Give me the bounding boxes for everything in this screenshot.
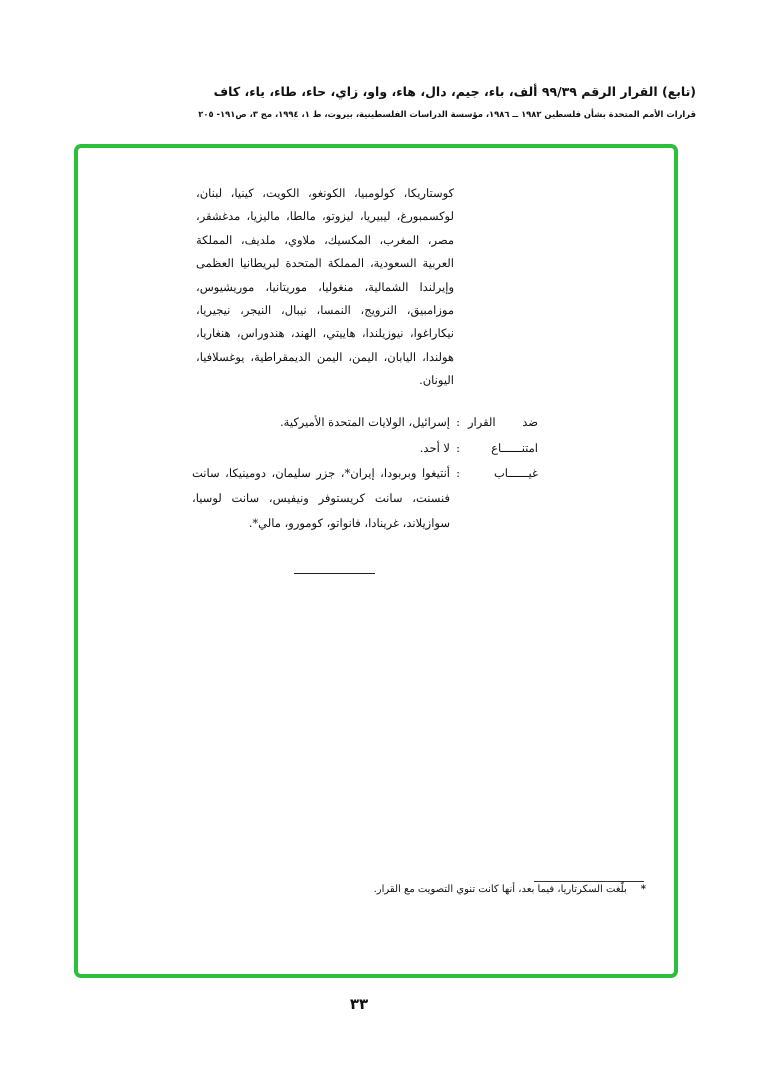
page-number: ٣٣ [349,995,369,1013]
vote-value-abstain: لا أحد. [419,441,450,455]
vote-value-absent: أنتيغوا وبربودا، إيران*، جزر سليمان، دومينيكا، سانت فنسنت، سانت كريستوفر ونيفيس، سانت لوسيا، سوازيلاند، غرينادا، فانواتو، كومورو، مالي*. [192,466,450,530]
footnote-text: بلّغت السكرتاريا، فيما بعد، أنها كانت تنوي التصويت مع القرار. [373,884,627,895]
vote-label-abstain: امتنــــــاع [491,441,538,455]
vote-label-against: ضد القرار [468,415,538,429]
footnote-asterisk: * [640,884,646,895]
document-title: (تابع) القرار الرقم ٩٩/٣٩ ألف، باء، جيم، دال، هاء، واو، زاي، حاء، طاء، ياء، كاف [213,84,696,99]
document-source-citation: قرارات الأمم المتحدة بشأن فلسطين ١٩٨٢ ــ ١٩٨٦، مؤسسة الدراسات الفلسطينية، بيروت، ط ١، ١٩٩٤، مج ٣، ص١٩١- ٢٠٥ [198,109,696,119]
vote-value-against: إسرائيل، الولايات المتحدة الأميركية. [280,415,450,429]
footnote [300,884,646,895]
section-divider [294,573,375,574]
voting-countries-list: كوستاريكا، كولومبيا، الكونغو، الكويت، كينيا، لبنان، لوكسمبورغ، ليبيريا، ليزوتو، مالطا، ماليزيا، مدغشقر، مصر، المغرب، المكسيك، ملاوي، ملديف، المملكة العربية السعودية، المملكة المتحدة لبريطانيا العظمى وإيرلندا الشمالية، منغوليا، موريتانيا، موريشيوس، موزامبيق، النرويج، النمسا، نيبال، النيجر، نيجيريا، نيكاراغوا، نيوزيلندا، هاييتي، الهند، هندوراس، هنغاريا، هولندا، اليابان، اليمن، اليمن الديمقراطية، يوغسلافيا، اليونان. [196,186,454,388]
vote-colon: : [456,466,460,480]
footnote-divider [534,881,644,882]
vote-colon: : [456,415,460,429]
vote-label-absent: غيــــــاب [493,466,538,480]
vote-colon: : [456,441,460,455]
